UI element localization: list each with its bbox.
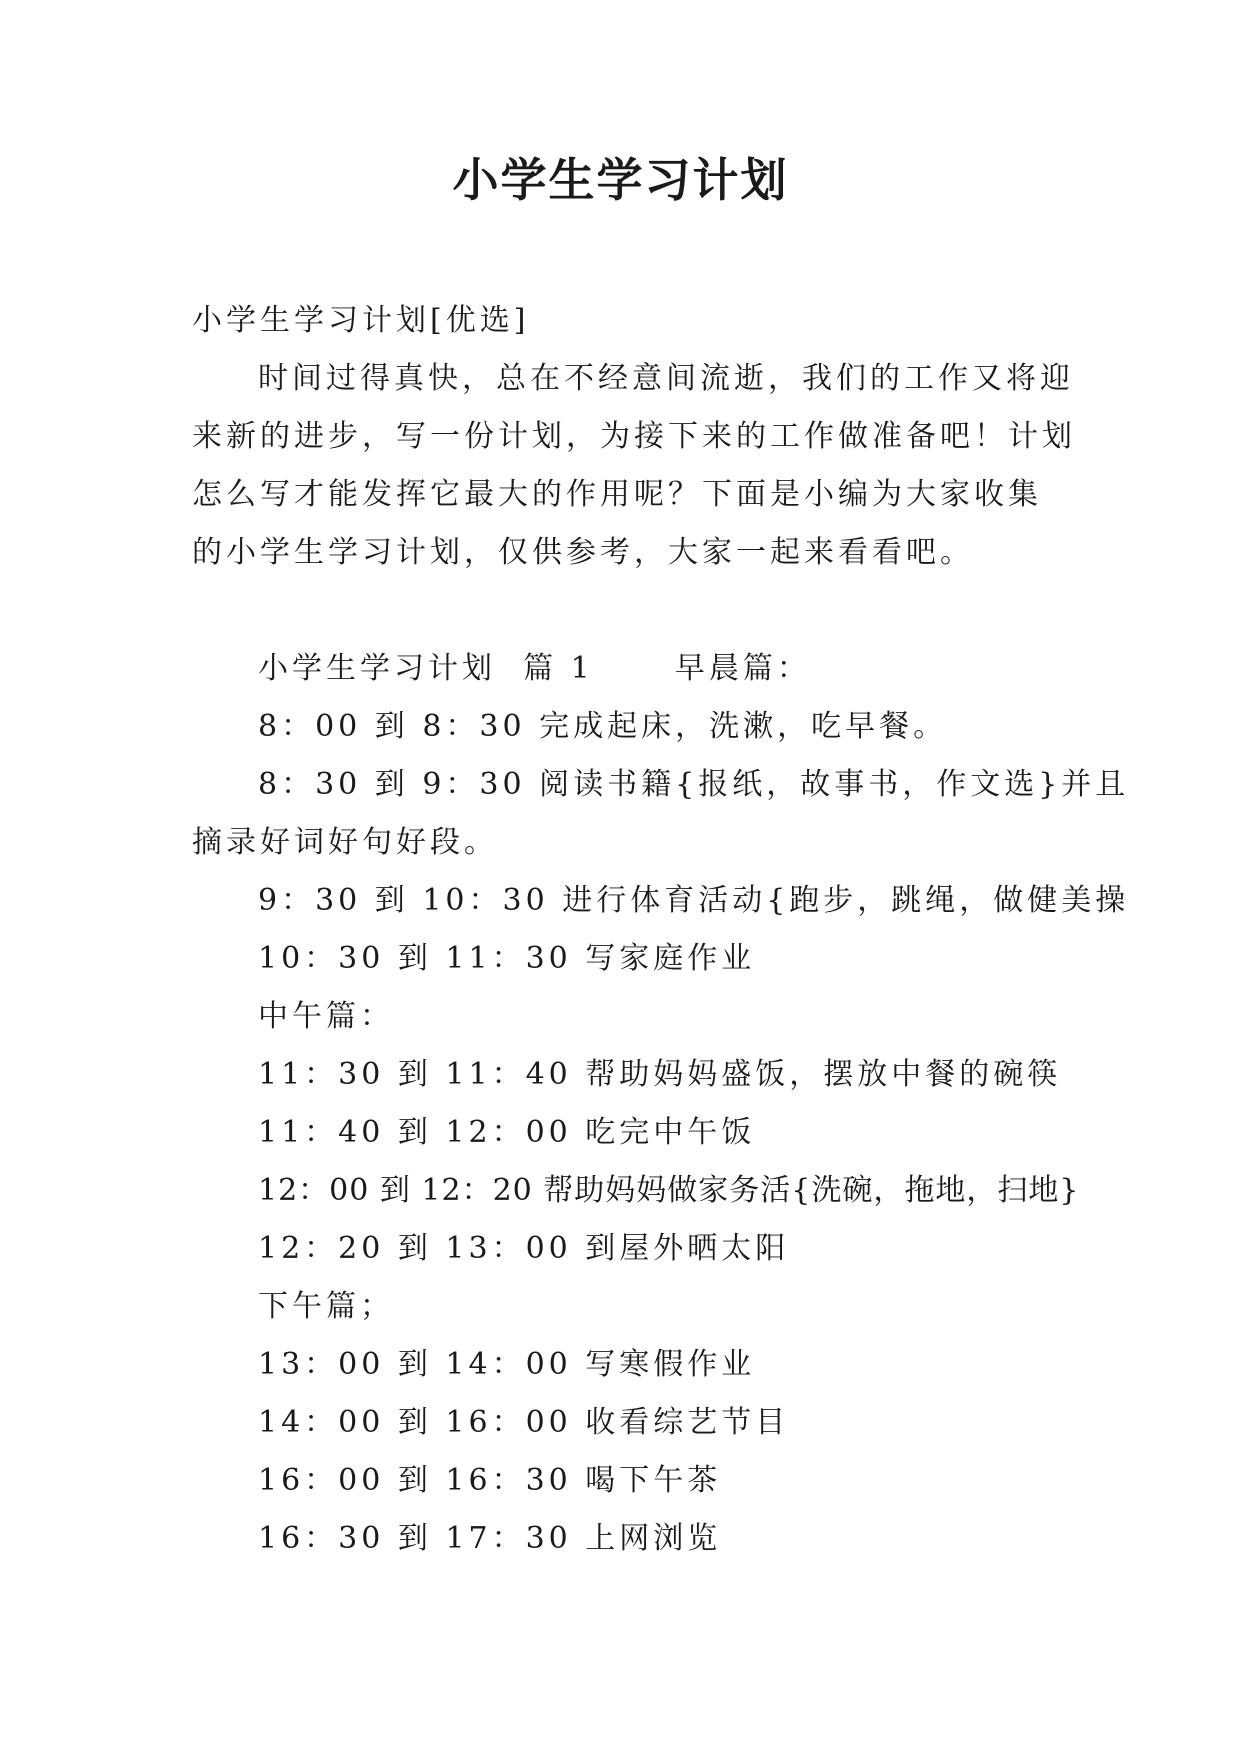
- afternoon-line-1: 13：00 到 14：00 写寒假作业: [258, 1347, 756, 1382]
- paragraph-gap: [192, 582, 1054, 640]
- noon-line-3: 12：00 到 12：20 帮助妈妈做家务活{洗碗，拖地，扫地}: [258, 1173, 1080, 1208]
- intro-line-4: 的小学生学习计划，仅供参考，大家一起来看看吧。: [192, 535, 974, 570]
- intro-line-1: 时间过得真快，总在不经意间流逝，我们的工作又将迎: [258, 361, 1074, 396]
- intro-line-3: 怎么写才能发挥它最大的作用呢？下面是小编为大家收集: [192, 477, 1042, 512]
- afternoon-heading: 下午篇；: [258, 1289, 394, 1324]
- section-heading: 小学生学习计划 篇 1 早晨篇：: [258, 651, 811, 686]
- afternoon-line-3: 16：00 到 16：30 喝下午茶: [258, 1463, 722, 1498]
- morning-line-4: 9：30 到 10：30 进行体育活动{跑步，跳绳，做健美操: [258, 883, 1130, 918]
- afternoon-line-4: 16：30 到 17：30 上网浏览: [258, 1521, 722, 1556]
- noon-line-4: 12：20 到 13：00 到屋外晒太阳: [258, 1231, 790, 1266]
- document-body: [192, 292, 1130, 1568]
- intro-line-2: 来新的进步，写一份计划，为接下来的工作做准备吧！计划: [192, 419, 1076, 454]
- noon-line-1: 11：30 到 11：40 帮助妈妈盛饭，摆放中餐的碗筷: [258, 1057, 1062, 1092]
- noon-heading: 中午篇：: [258, 999, 394, 1034]
- document-subtitle: 小学生学习计划[优选]: [192, 303, 530, 338]
- morning-line-3: 摘录好词好句好段。: [192, 825, 498, 860]
- morning-line-2: 8：30 到 9：30 阅读书籍{报纸，故事书，作文选}并且: [258, 767, 1130, 802]
- document-title: 小学生学习计划: [452, 153, 789, 207]
- noon-line-2: 11：40 到 12：00 吃完中午饭: [258, 1115, 756, 1150]
- afternoon-line-2: 14：00 到 16：00 收看综艺节目: [258, 1405, 790, 1440]
- morning-line-1: 8：00 到 8：30 完成起床，洗漱，吃早餐。: [258, 709, 948, 744]
- morning-line-5: 10：30 到 11：30 写家庭作业: [258, 941, 756, 976]
